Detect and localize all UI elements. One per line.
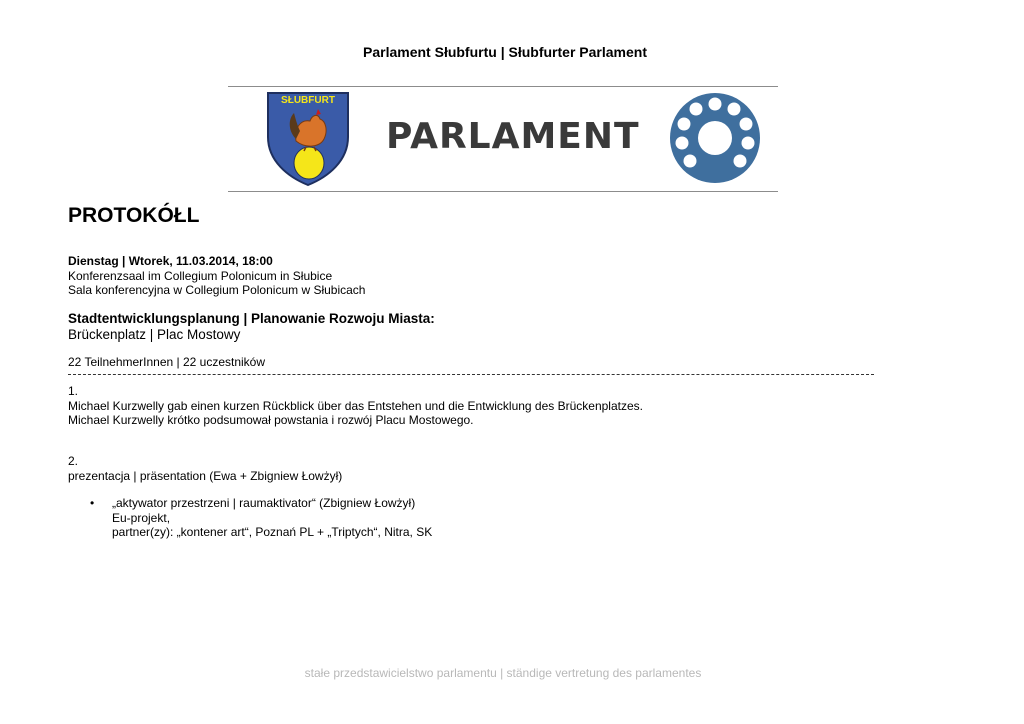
bullet-line: „aktywator przestrzeni | raumaktivator“ (Zbigniew Łowżył) (112, 496, 416, 510)
topic-sub: Brückenplatz | Plac Mostowy (68, 327, 241, 342)
parliament-banner (228, 86, 778, 192)
bullet-text (112, 496, 432, 540)
page-footer: stałe przedstawicielstwo parlamentu | ständige vertretung des parlamentes (304, 666, 702, 680)
agenda-item-number: 2. (68, 454, 79, 468)
agenda-item-2 (68, 454, 342, 483)
agenda-item-line: Michael Kurzwelly gab einen kurzen Rückblick über das Entstehen und die Entwicklung des Brückenplatzes. (68, 398, 643, 413)
rotary-dial-logo-icon (668, 91, 762, 185)
bullet-line: Eu-projekt, (112, 510, 171, 525)
meeting-meta (68, 254, 365, 298)
shield-label: SŁUBFURT (281, 95, 335, 106)
bullet-icon: • (90, 496, 95, 510)
agenda-item-line: prezentacja | präsentation (Ewa + Zbigniew Łowżył) (68, 468, 343, 483)
document-title: PROTOKÓŁL (68, 204, 200, 227)
meeting-location-pl: Sala konferencyjna w Collegium Polonicum w Słubicach (68, 283, 366, 297)
agenda-item-1 (68, 384, 643, 428)
meeting-date: Dienstag | Wtorek, 11.03.2014, 18:00 (68, 254, 273, 268)
bullet-line: partner(zy): „kontener art“, Poznań PL + „Triptych“, Nitra, SK (112, 525, 433, 539)
slubfurt-coat-of-arms-icon (266, 91, 350, 187)
section-divider (68, 374, 874, 375)
agenda-item-number: 1. (68, 384, 79, 398)
meeting-location-de: Konferenzsaal im Collegium Polonicum in Słubice (68, 268, 333, 283)
agenda-item-line: Michael Kurzwelly krótko podsumował powstania i rozwój Placu Mostowego. (68, 413, 474, 427)
page-header-title: Parlament Słubfurtu | Słubfurter Parlament (363, 44, 647, 60)
participant-count: 22 TeilnehmerInnen | 22 uczestników (68, 355, 266, 369)
meeting-topic (68, 311, 435, 343)
parlament-wordmark: PARLAMENT (386, 116, 640, 157)
topic-main: Stadtentwicklungsplanung | Planowanie Rozwoju Miasta: (68, 311, 435, 326)
